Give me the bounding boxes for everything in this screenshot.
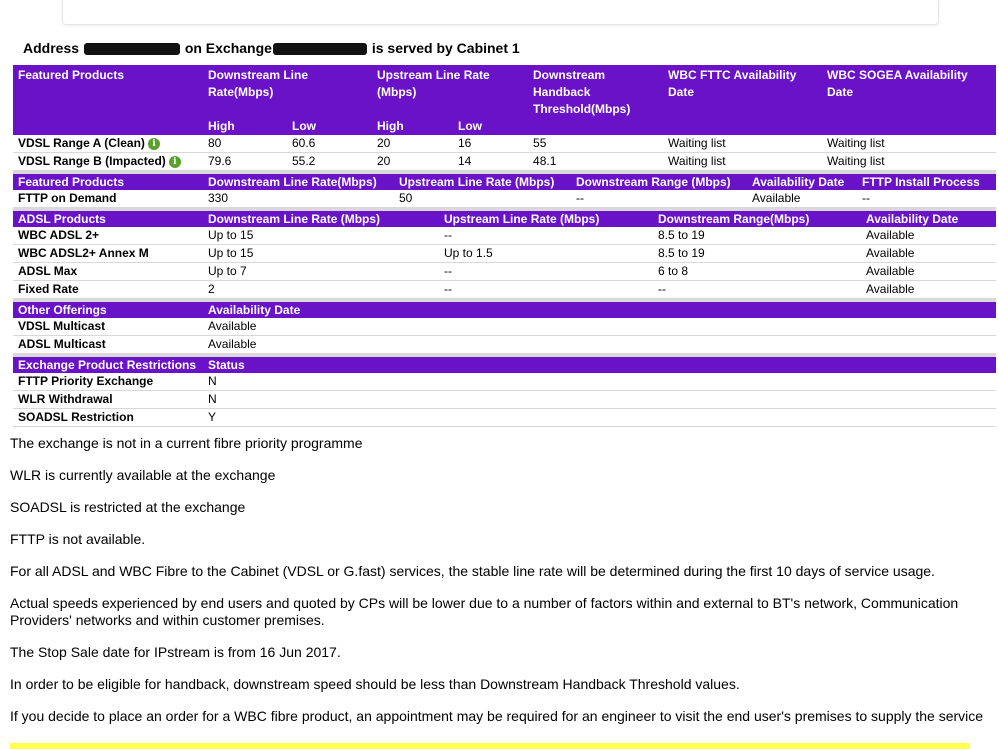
adsl-header-1: Downstream Line Rate (Mbps) bbox=[203, 211, 439, 227]
cell: N bbox=[203, 391, 996, 409]
info-icon[interactable]: i bbox=[148, 138, 160, 150]
cell: Y bbox=[203, 409, 996, 427]
cell: 8.5 to 19 bbox=[653, 227, 861, 245]
availability-tables bbox=[13, 65, 996, 427]
table-row bbox=[13, 318, 996, 336]
restriction-name: FTTP Priority Exchange bbox=[13, 373, 203, 391]
adsl-header-2: Upstream Line Rate (Mbps) bbox=[439, 211, 653, 227]
note-text: If you decide to place an order for a WBC fibre product, an appointment may be required for an engineer to visit the end user's premises to supply the service bbox=[10, 708, 984, 724]
fttp-header-3: Downstream Range (Mbps) bbox=[571, 174, 747, 190]
adsl-header-4: Availability Date bbox=[861, 211, 996, 227]
vdsl-header-product: Featured Products bbox=[13, 65, 203, 118]
cell: 14 bbox=[453, 153, 528, 171]
cell: Waiting list bbox=[822, 153, 996, 171]
vdsl-header-downstream: Downstream Line Rate(Mbps) bbox=[203, 65, 372, 118]
product-name: VDSL Multicast bbox=[13, 318, 203, 336]
table-row bbox=[13, 227, 996, 245]
restriction-name: SOADSL Restriction bbox=[13, 409, 203, 427]
note-text: SOADSL is restricted at the exchange bbox=[10, 499, 246, 515]
cell: 6 to 8 bbox=[653, 263, 861, 281]
product-name: FTTP on Demand bbox=[13, 190, 203, 208]
highlighted-note bbox=[10, 743, 970, 749]
fttp-header-1: Downstream Line Rate(Mbps) bbox=[203, 174, 394, 190]
cell: 79.6 bbox=[203, 153, 287, 171]
adsl-header-0: ADSL Products bbox=[13, 211, 203, 227]
table-row bbox=[13, 336, 996, 354]
cell: 330 bbox=[203, 190, 394, 208]
address-middle: on Exchange bbox=[184, 40, 272, 56]
fttp-header-2: Upstream Line Rate (Mbps) bbox=[394, 174, 571, 190]
table-row bbox=[13, 409, 996, 427]
cell: Available bbox=[861, 245, 996, 263]
cell: Available bbox=[203, 318, 996, 336]
top-card bbox=[62, 0, 939, 25]
cell: 50 bbox=[394, 190, 571, 208]
restrictions-header-0: Exchange Product Restrictions bbox=[13, 357, 203, 373]
note-text: The exchange is not in a current fibre priority programme bbox=[10, 435, 363, 451]
other-header-0: Other Offerings bbox=[13, 302, 203, 318]
note-text: Actual speeds experienced by end users and quoted by CPs will be lower due to a number of factors within and external to BT's network, Communication Providers' networks and within customer premises. bbox=[10, 595, 959, 628]
vdsl-sub-down-high: High bbox=[203, 118, 287, 135]
note-text: For all ADSL and WBC Fibre to the Cabinet (VDSL or G.fast) services, the stable line rate will be determined during the first 10 days of service usage. bbox=[10, 563, 935, 579]
other-offerings-table bbox=[13, 302, 996, 354]
cell: 20 bbox=[372, 135, 453, 153]
product-name: Fixed Rate bbox=[13, 281, 203, 299]
product-name: ADSL Max bbox=[13, 263, 203, 281]
table-row bbox=[13, 391, 996, 409]
cell: Available bbox=[747, 190, 857, 208]
cell: 55.2 bbox=[287, 153, 372, 171]
cell: 16 bbox=[453, 135, 528, 153]
cell: -- bbox=[439, 227, 653, 245]
table-row bbox=[13, 263, 996, 281]
cell: Available bbox=[861, 227, 996, 245]
table-row bbox=[13, 373, 996, 391]
restrictions-table bbox=[13, 357, 996, 427]
cell: Up to 7 bbox=[203, 263, 439, 281]
address-prefix: Address bbox=[23, 40, 80, 56]
fttp-header-0: Featured Products bbox=[13, 174, 203, 190]
redacted-address bbox=[84, 43, 180, 55]
info-icon[interactable]: i bbox=[169, 156, 181, 168]
fttp-header-5: FTTP Install Process bbox=[857, 174, 996, 190]
cell: Up to 15 bbox=[203, 245, 439, 263]
cell: Available bbox=[861, 263, 996, 281]
cell: 8.5 to 19 bbox=[653, 245, 861, 263]
vdsl-header-upstream: Upstream Line Rate (Mbps) bbox=[372, 65, 528, 118]
restriction-name: WLR Withdrawal bbox=[13, 391, 203, 409]
cell: Available bbox=[861, 281, 996, 299]
cell: 48.1 bbox=[528, 153, 663, 171]
vdsl-sub-up-low: Low bbox=[453, 118, 528, 135]
product-name: WBC ADSL2+ Annex M bbox=[13, 245, 203, 263]
product-name: ADSL Multicast bbox=[13, 336, 203, 354]
note-text: WLR is currently available at the exchange bbox=[10, 467, 276, 483]
cell: 2 bbox=[203, 281, 439, 299]
cell: Up to 15 bbox=[203, 227, 439, 245]
vdsl-header-fttc: WBC FTTC Availability Date bbox=[663, 65, 822, 118]
product-name: WBC ADSL 2+ bbox=[13, 227, 203, 245]
vdsl-sub-up-high: High bbox=[372, 118, 453, 135]
cell: 55 bbox=[528, 135, 663, 153]
table-row bbox=[13, 245, 996, 263]
vdsl-sub-down-low: Low bbox=[287, 118, 372, 135]
cell: -- bbox=[571, 190, 747, 208]
table-row bbox=[13, 190, 996, 208]
table-row bbox=[13, 153, 996, 171]
cell: 20 bbox=[372, 153, 453, 171]
cell: -- bbox=[653, 281, 861, 299]
address-suffix: is served by Cabinet 1 bbox=[371, 40, 520, 56]
restrictions-header-1: Status bbox=[203, 357, 996, 373]
note-text: In order to be eligible for handback, downstream speed should be less than Downstream Handback Threshold values. bbox=[10, 676, 740, 692]
table-row bbox=[13, 135, 996, 153]
notes-section bbox=[10, 435, 995, 725]
cell: -- bbox=[439, 281, 653, 299]
cell: Available bbox=[203, 336, 996, 354]
other-header-1: Availability Date bbox=[203, 302, 996, 318]
cell: N bbox=[203, 373, 996, 391]
fttp-header-4: Availability Date bbox=[747, 174, 857, 190]
address-line bbox=[23, 40, 520, 56]
table-row bbox=[13, 281, 996, 299]
note-text: FTTP is not available. bbox=[10, 531, 146, 547]
note-text: The Stop Sale date for IPstream is from 16 Jun 2017. bbox=[10, 644, 341, 660]
product-name: VDSL Range A (Clean) bbox=[18, 136, 145, 150]
cell: 60.6 bbox=[287, 135, 372, 153]
vdsl-header-sogea: WBC SOGEA Availability Date bbox=[822, 65, 996, 118]
cell: Waiting list bbox=[822, 135, 996, 153]
cell: Waiting list bbox=[663, 135, 822, 153]
product-name: VDSL Range B (Impacted) bbox=[18, 154, 166, 168]
vdsl-header-threshold: Downstream Handback Threshold(Mbps) bbox=[528, 65, 663, 118]
cell: Waiting list bbox=[663, 153, 822, 171]
vdsl-table bbox=[13, 65, 996, 171]
redacted-exchange bbox=[273, 43, 367, 55]
adsl-header-3: Downstream Range(Mbps) bbox=[653, 211, 861, 227]
cell: 80 bbox=[203, 135, 287, 153]
cell: Up to 1.5 bbox=[439, 245, 653, 263]
cell: -- bbox=[857, 190, 996, 208]
adsl-table bbox=[13, 211, 996, 299]
fttp-table bbox=[13, 174, 996, 208]
cell: -- bbox=[439, 263, 653, 281]
